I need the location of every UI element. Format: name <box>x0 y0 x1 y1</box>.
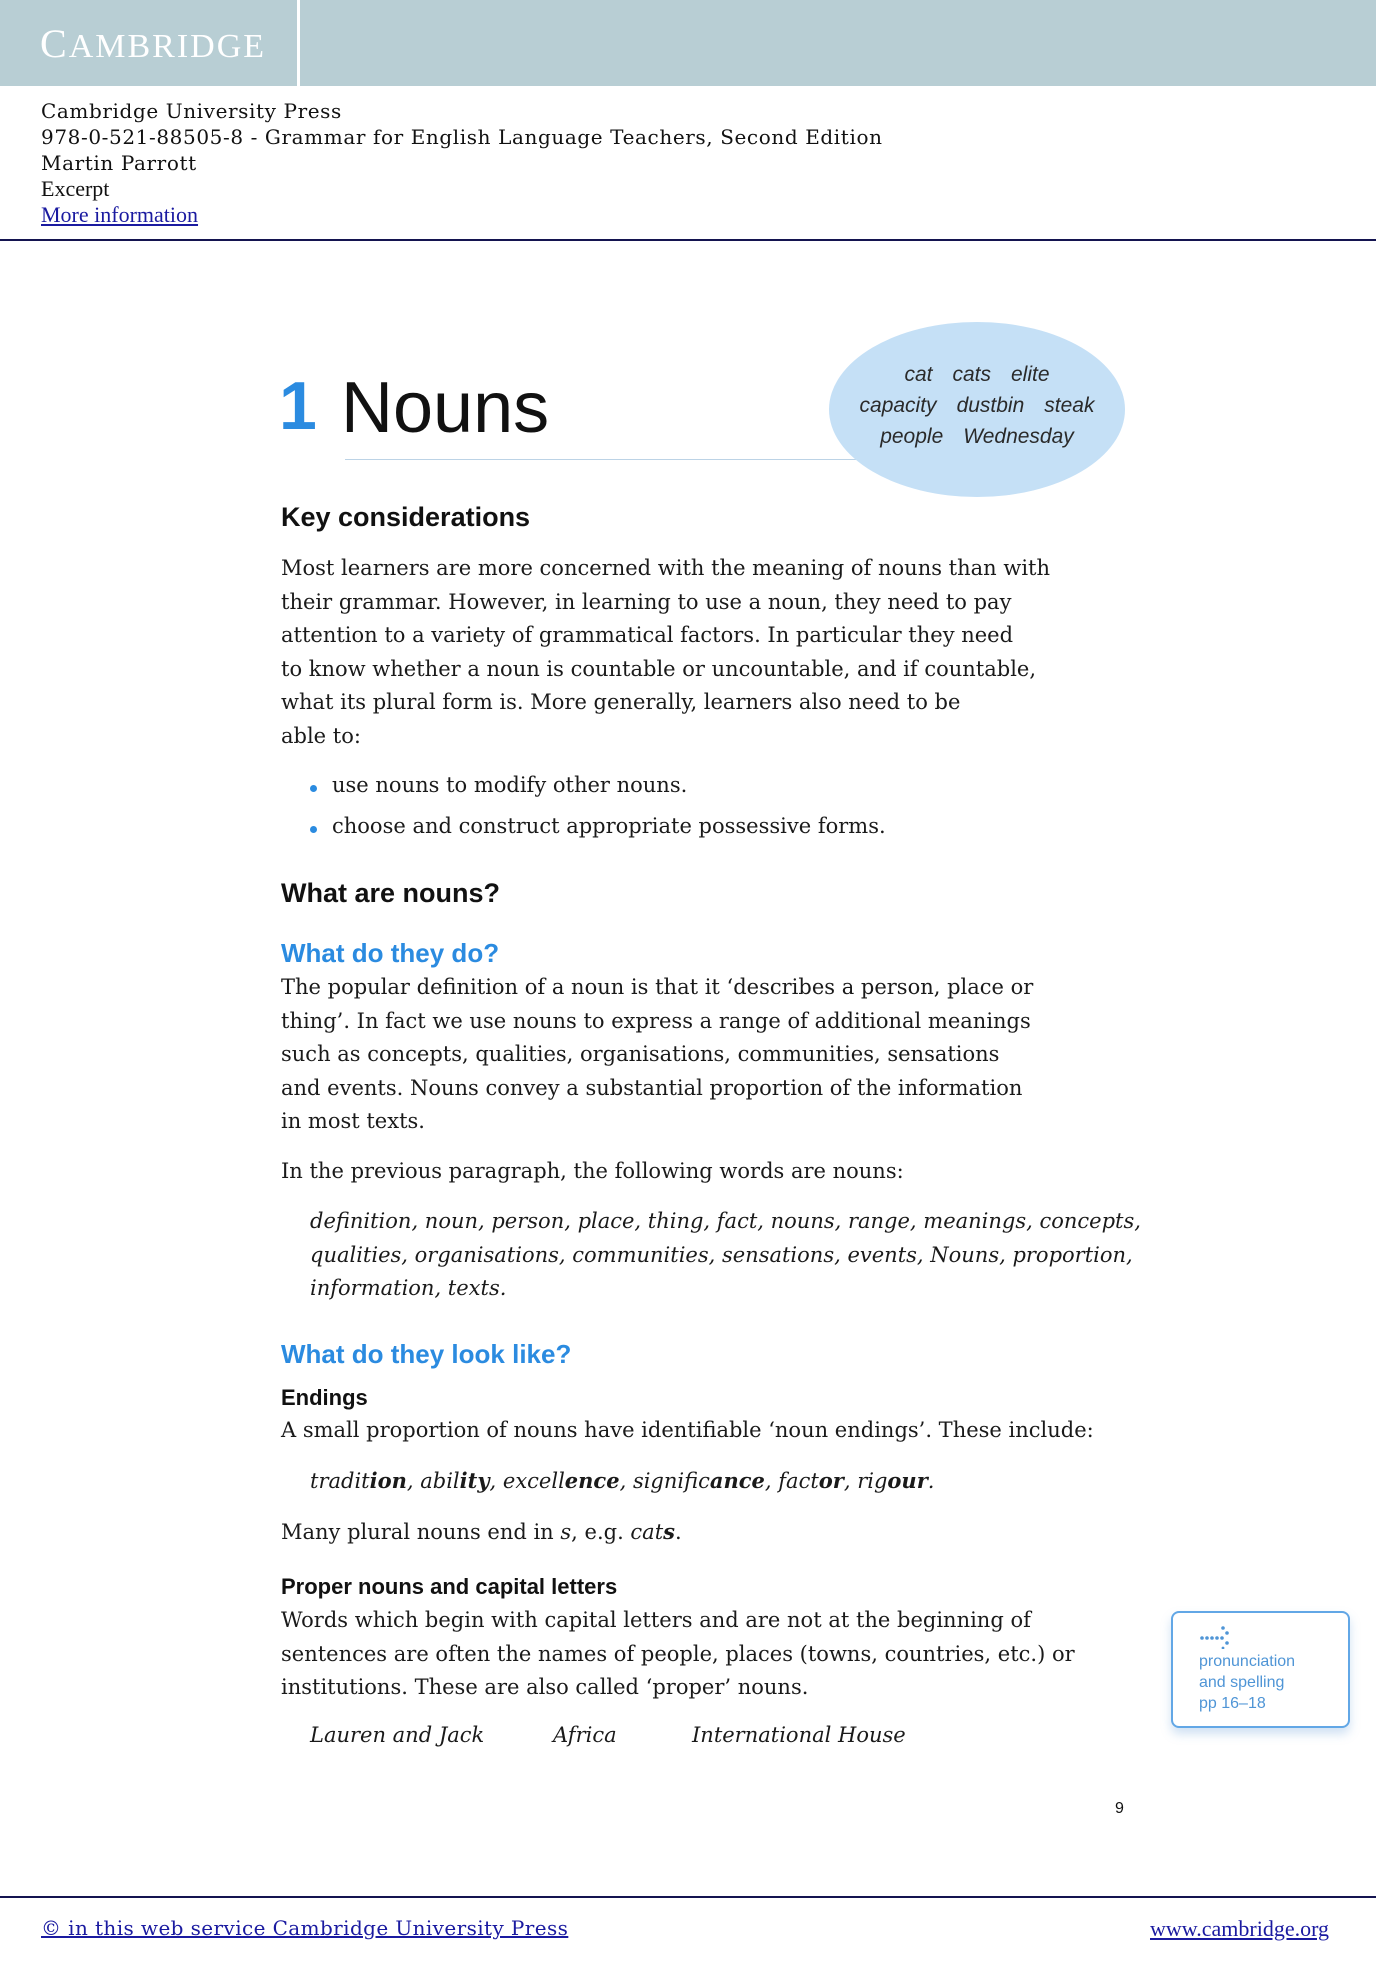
title-underline <box>345 459 875 460</box>
footer-rule <box>0 1896 1376 1898</box>
chapter-number: 1 <box>279 368 317 444</box>
definition-paragraph: The popular definition of a noun is that it ‘describes a person, place or thing’. In fact we use nouns to express a range of additional meanings such as concepts, qualities, organisations, communities, sensations and events. Nouns convey a substantial proportion of the information in most texts. <box>281 975 1034 1133</box>
bubble-row <box>829 363 1125 387</box>
bubble-word: dustbin <box>956 394 1025 417</box>
bubble-word: cat <box>904 363 933 386</box>
plural-endings-note: Many plural nouns end in s, e.g. cats. <box>281 1519 682 1544</box>
what-are-nouns-heading: What are nouns? <box>281 878 501 908</box>
header-rule <box>0 239 1376 241</box>
bubble-word: capacity <box>859 394 937 417</box>
cross-reference-box[interactable] <box>1171 1611 1350 1728</box>
publisher-name: Cambridge University Press <box>41 99 342 123</box>
publisher-banner <box>0 0 1376 86</box>
author-name: Martin Parrott <box>41 151 197 175</box>
proper-nouns-heading: Proper nouns and capital letters <box>281 1574 618 1599</box>
bubble-word: cats <box>952 363 991 386</box>
noun-examples-list: definition, noun, person, place, thing, fact, nouns, range, meanings, concepts, qualities, organisations, communities, sensations, events, Nouns, proportion, information, texts. <box>310 1209 1141 1300</box>
cross-reference-text: pronunciation and spelling pp 16–18 <box>1199 1653 1296 1712</box>
bubble-word: Wednesday <box>963 425 1074 448</box>
bubble-row <box>829 425 1125 449</box>
proper-nouns-paragraph: Words which begin with capital letters and are not at the beginning of sentences are often the names of people, places (towns, countries, etc.) or institutions. These are also called ‘proper’ nouns. <box>281 1608 1075 1699</box>
key-considerations-heading: Key considerations <box>281 502 531 532</box>
page-number: 9 <box>1115 1800 1124 1817</box>
bubble-word: steak <box>1044 394 1095 417</box>
book-metadata <box>41 98 883 228</box>
bubble-word: people <box>880 425 944 448</box>
website-link[interactable]: www.cambridge.org <box>1150 1916 1330 1941</box>
noun-endings-examples: tradition, ability, excellence, significance, factor, rigour. <box>310 1468 935 1493</box>
excerpt-label: Excerpt <box>41 176 110 201</box>
endings-heading: Endings <box>281 1385 368 1410</box>
proper-noun-example: Lauren and Jack <box>310 1723 485 1747</box>
what-do-they-do-heading: What do they do? <box>281 938 500 968</box>
bubble-word: elite <box>1011 363 1050 386</box>
book-isbn-title: 978-0-521-88505-8 - Grammar for English Language Teachers, Second Edition <box>41 125 883 149</box>
cambridge-logo[interactable]: CAMBRIDGE <box>40 21 267 66</box>
what-do-they-look-like-heading: What do they look like? <box>281 1339 572 1369</box>
bullet-dot <box>310 826 317 833</box>
proper-noun-example: Africa <box>553 1723 617 1747</box>
endings-intro: A small proportion of nouns have identifiable ‘noun endings’. These include: <box>281 1418 1094 1442</box>
proper-noun-example: International House <box>692 1723 906 1747</box>
dotted-arrow-icon <box>1199 1623 1235 1649</box>
key-considerations-paragraph: Most learners are more concerned with the meaning of nouns than with their grammar. However, in learning to use a noun, they need to pay attention to a variety of grammatical factors. In particular they need to know whether a noun is countable or uncountable, and if countable, what its plural form is. More generally, learners also need to be able to: <box>281 556 1051 748</box>
bubble-row <box>829 394 1125 418</box>
copyright-link[interactable]: © in this web service Cambridge University Press <box>41 1916 569 1940</box>
more-information-link[interactable]: More information <box>41 202 199 227</box>
banner-divider <box>297 0 300 86</box>
chapter-title: Nouns <box>341 368 550 448</box>
previous-paragraph-note: In the previous paragraph, the following words are nouns: <box>281 1159 904 1183</box>
bullet-dot <box>310 785 317 792</box>
